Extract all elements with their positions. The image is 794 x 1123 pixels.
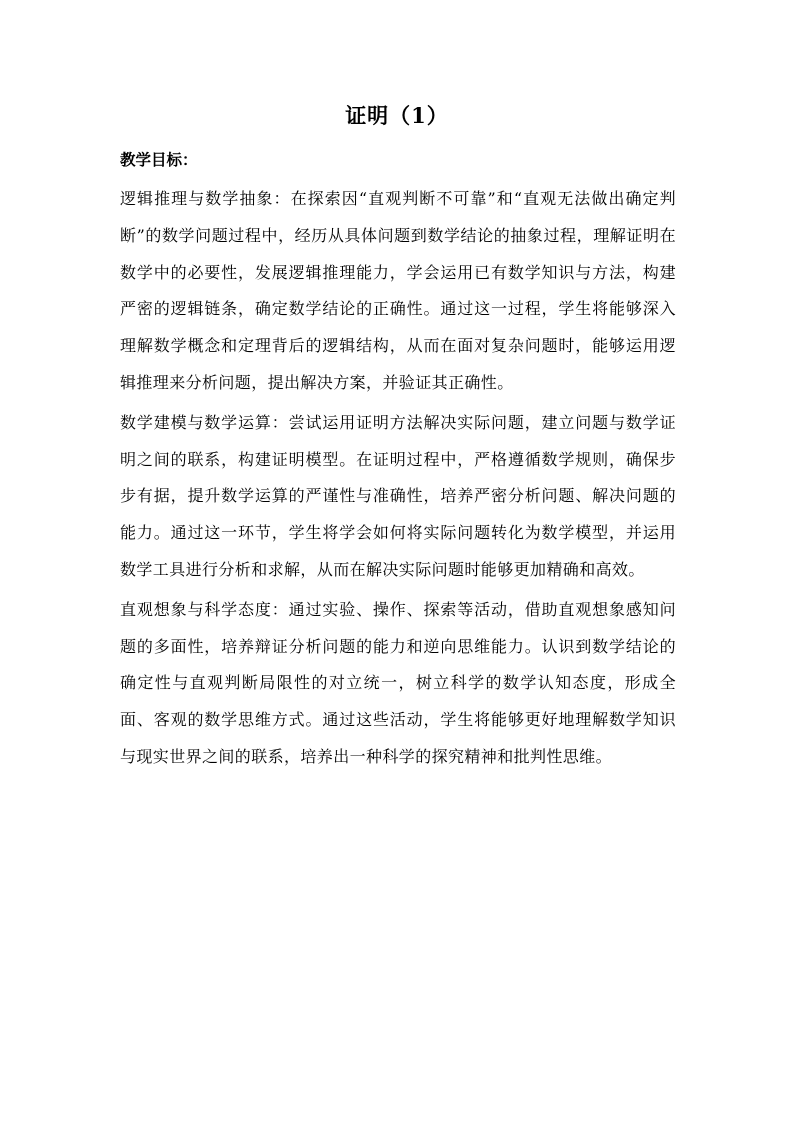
section-heading: 教学目标： [120, 150, 198, 169]
paragraph-math-modeling: 数学建模与数学运算：尝试运用证明方法解决实际问题，建立问题与数学证明之间的联系，构建证明模型。在证明过程中，严格遵循数学规则，确保步步有据，提升数学运算的严谨性与准确性，培养严密分析问题、解决问题的能力。通过这一环节，学生将学会如何将实际问题转化为数学模型，并运用数学工具进行分析和求解，从而在解决实际问题时能够更加精确和高效。 [120, 412, 676, 579]
paragraph-intuitive-imagination: 直观想象与科学态度：通过实验、操作、探索等活动，借助直观想象感知问题的多面性，培养辩证分析问题的能力和逆向思维能力。认识到数学结论的确定性与直观判断局限性的对立统一，树立科学的数学认知态度，形成全面、客观的数学思维方式。通过这些活动，学生将能够更好地理解数学知识与现实世界之间的联系，培养出一种科学的探究精神和批判性思维。 [120, 599, 676, 766]
document-body [120, 181, 676, 779]
paragraph-logic-reasoning: 逻辑推理与数学抽象：在探索因“直观判断不可靠”和“直观无法做出确定判断”的数学问题过程中，经历从具体问题到数学结论的抽象过程，理解证明在数学中的必要性，发展逻辑推理能力，学会运用已有数学知识与方法，构建严密的逻辑链条，确定数学结论的正确性。通过这一过程，学生将能够深入理解数学概念和定理背后的逻辑结构，从而在面对复杂问题时，能够运用逻辑推理来分析问题，提出解决方案，并验证其正确性。 [120, 189, 676, 392]
page-title: 证明（1） [345, 103, 449, 128]
